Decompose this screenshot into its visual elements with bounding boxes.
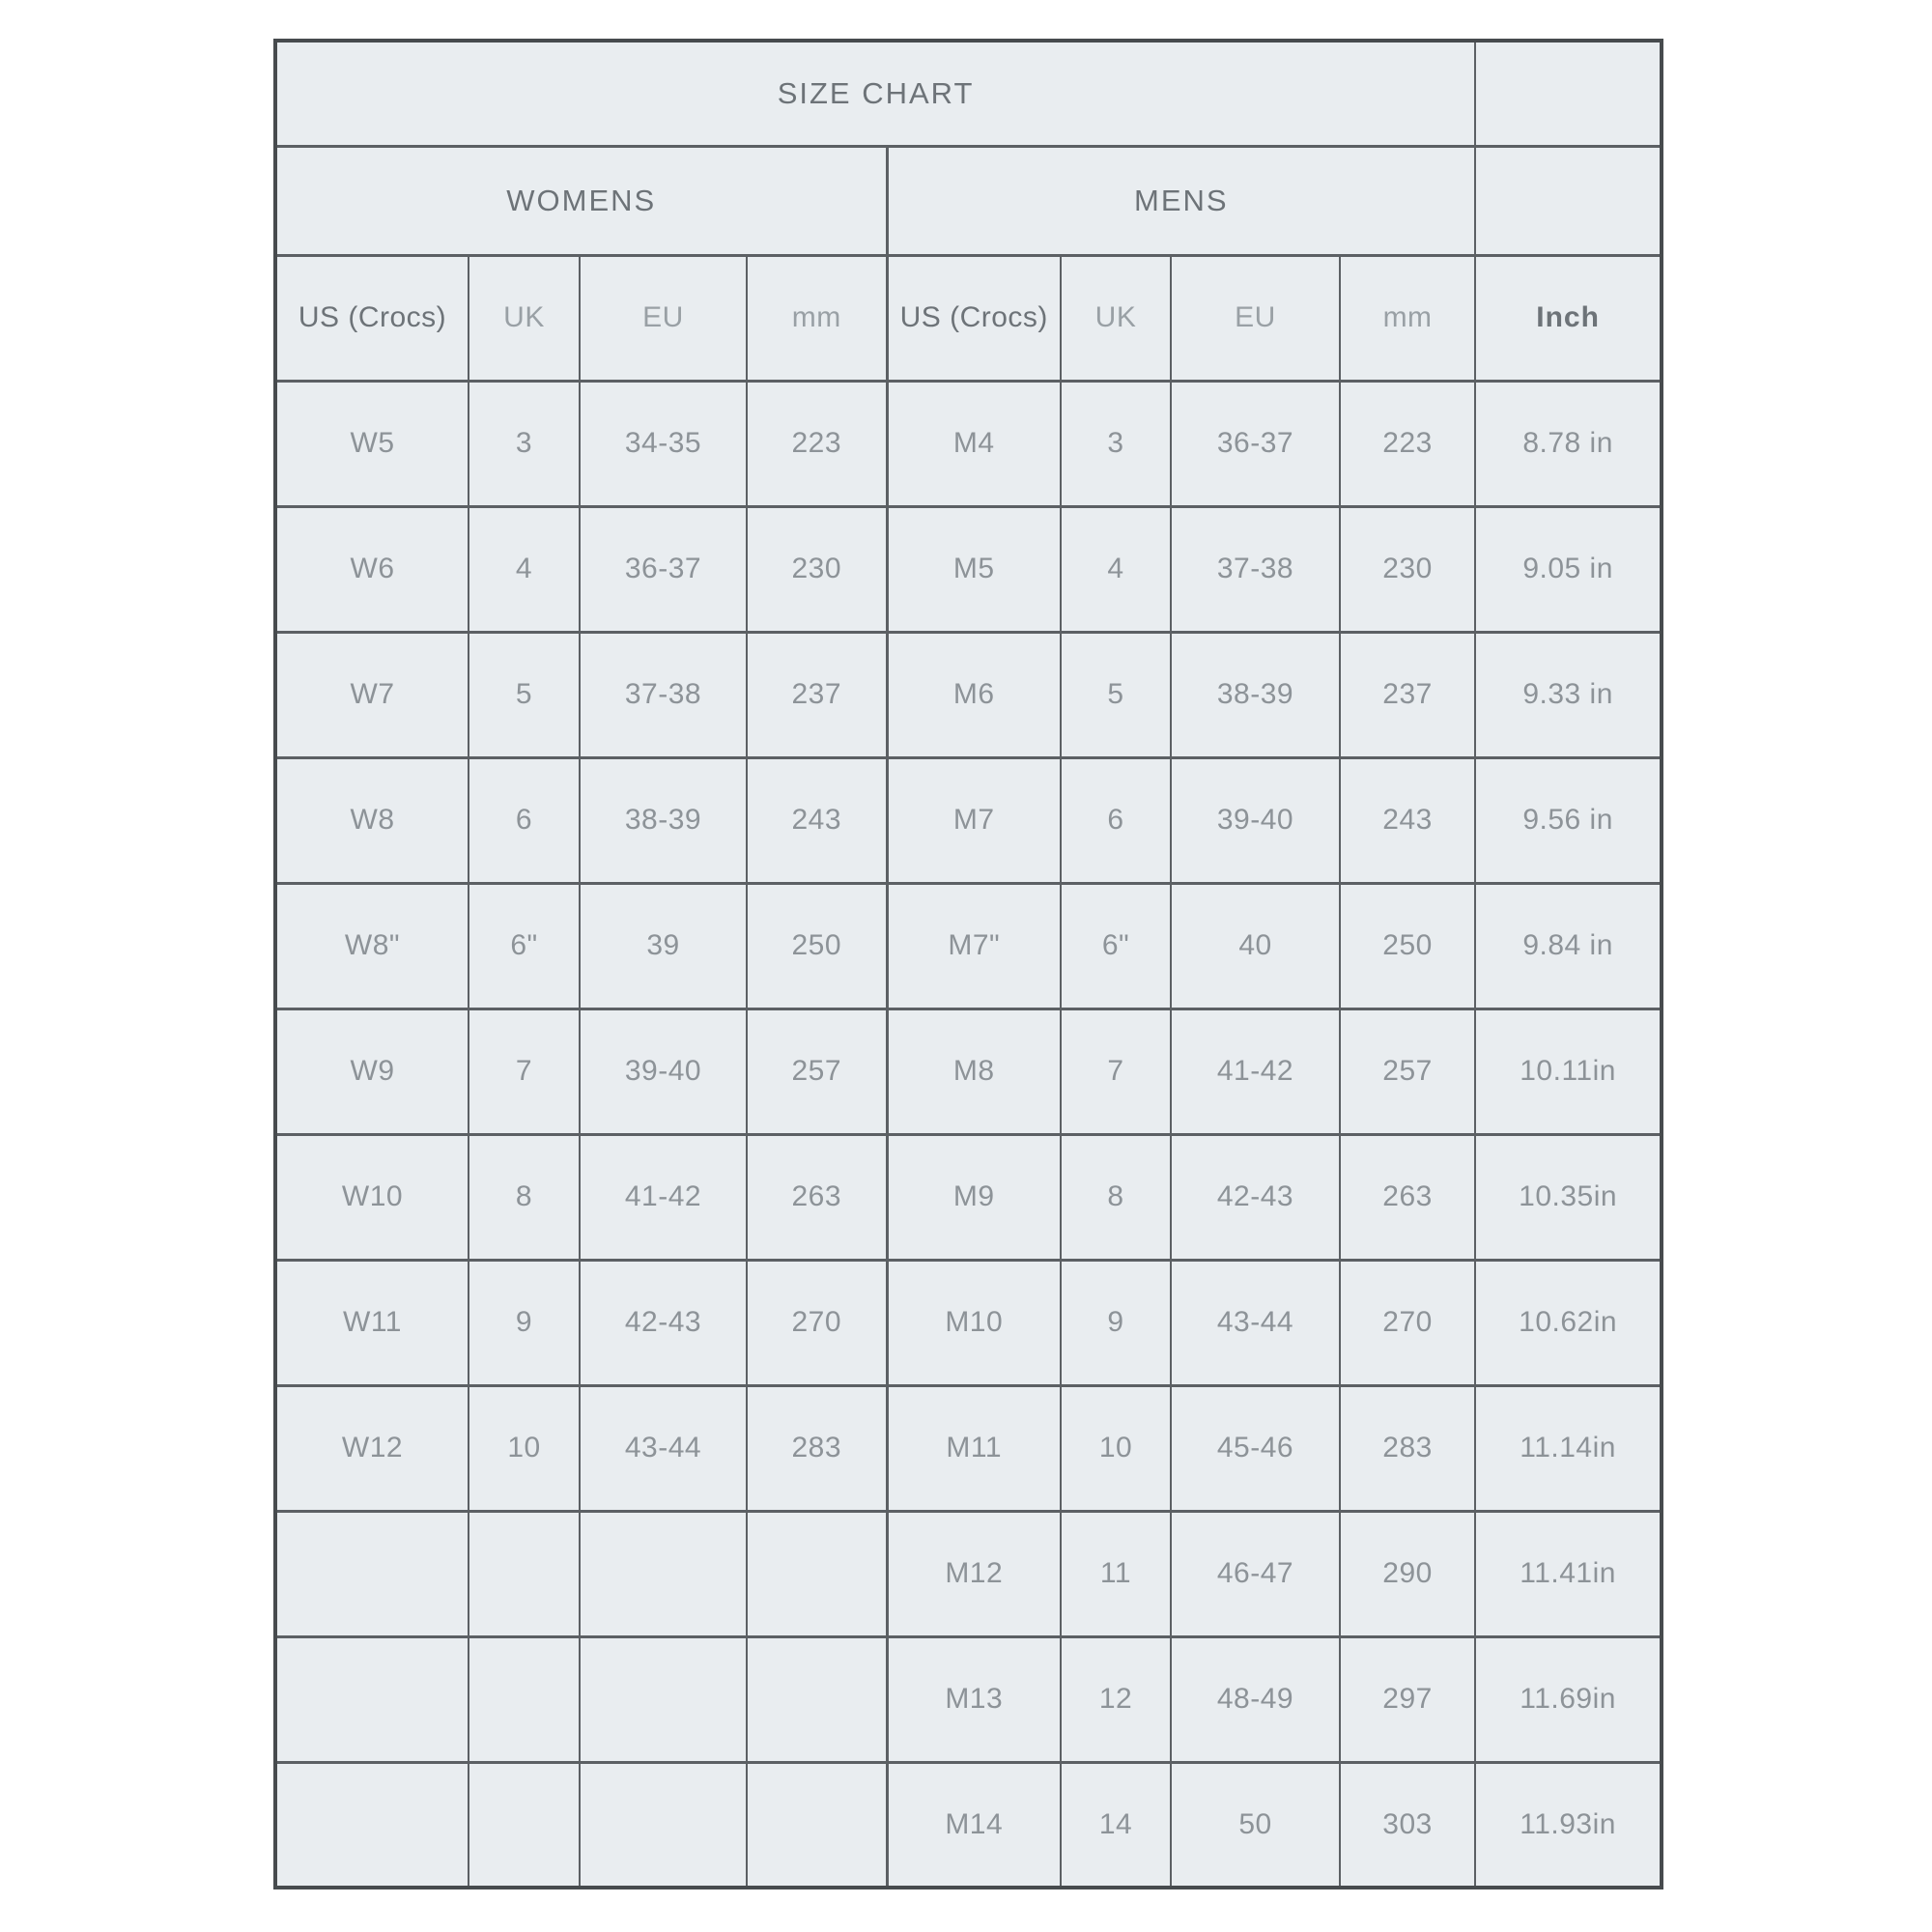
inch-cell: 11.93in	[1475, 1762, 1662, 1888]
inch-cell: 10.35in	[1475, 1134, 1662, 1260]
mens-eu-cell: 41-42	[1171, 1009, 1340, 1134]
womens-uk-cell: 4	[469, 506, 580, 632]
womens-uk-cell: 8	[469, 1134, 580, 1260]
mens-us-column-header: US (Crocs)	[887, 255, 1061, 381]
table-row	[275, 1636, 1662, 1762]
table-row	[275, 255, 1662, 381]
mens-mm-cell: 237	[1340, 632, 1475, 757]
inch-cell: 11.41in	[1475, 1511, 1662, 1636]
mens-us-cell: M7"	[887, 883, 1061, 1009]
table-row	[275, 1134, 1662, 1260]
inch-cell: 11.14in	[1475, 1385, 1662, 1511]
mens-uk-column-header: UK	[1061, 255, 1171, 381]
womens-uk-cell: 6	[469, 757, 580, 883]
womens-uk-cell	[469, 1762, 580, 1888]
womens-eu-cell: 39-40	[580, 1009, 747, 1134]
table-row	[275, 381, 1662, 506]
womens-mm-cell: 283	[747, 1385, 887, 1511]
mens-eu-column-header: EU	[1171, 255, 1340, 381]
mens-us-cell: M6	[887, 632, 1061, 757]
womens-eu-cell	[580, 1762, 747, 1888]
mens-uk-cell: 12	[1061, 1636, 1171, 1762]
womens-uk-cell	[469, 1636, 580, 1762]
mens-mm-cell: 283	[1340, 1385, 1475, 1511]
mens-eu-cell: 40	[1171, 883, 1340, 1009]
table-row	[275, 1009, 1662, 1134]
womens-us-cell: W8	[275, 757, 469, 883]
mens-mm-column-header: mm	[1340, 255, 1475, 381]
womens-mm-cell: 263	[747, 1134, 887, 1260]
womens-us-cell: W11	[275, 1260, 469, 1385]
mens-uk-cell: 11	[1061, 1511, 1171, 1636]
mens-section-header: MENS	[887, 146, 1475, 255]
womens-uk-cell: 10	[469, 1385, 580, 1511]
womens-us-cell: W5	[275, 381, 469, 506]
womens-us-cell: W7	[275, 632, 469, 757]
womens-section-header: WOMENS	[275, 146, 887, 255]
table-row	[275, 1385, 1662, 1511]
womens-uk-cell: 9	[469, 1260, 580, 1385]
womens-eu-cell: 43-44	[580, 1385, 747, 1511]
womens-eu-cell: 37-38	[580, 632, 747, 757]
mens-mm-cell: 230	[1340, 506, 1475, 632]
mens-mm-cell: 297	[1340, 1636, 1475, 1762]
womens-eu-cell	[580, 1636, 747, 1762]
womens-mm-cell: 243	[747, 757, 887, 883]
womens-eu-cell: 39	[580, 883, 747, 1009]
womens-mm-cell: 270	[747, 1260, 887, 1385]
womens-uk-cell: 3	[469, 381, 580, 506]
womens-mm-cell	[747, 1511, 887, 1636]
mens-mm-cell: 257	[1340, 1009, 1475, 1134]
womens-eu-column-header: EU	[580, 255, 747, 381]
mens-eu-cell: 43-44	[1171, 1260, 1340, 1385]
mens-us-cell: M12	[887, 1511, 1061, 1636]
inch-cell: 11.69in	[1475, 1636, 1662, 1762]
mens-us-cell: M8	[887, 1009, 1061, 1134]
womens-mm-cell: 223	[747, 381, 887, 506]
womens-us-cell: W6	[275, 506, 469, 632]
womens-mm-cell	[747, 1762, 887, 1888]
mens-mm-cell: 223	[1340, 381, 1475, 506]
inch-cell: 9.05 in	[1475, 506, 1662, 632]
mens-uk-cell: 3	[1061, 381, 1171, 506]
womens-uk-cell: 7	[469, 1009, 580, 1134]
inch-spacer-cell	[1475, 146, 1662, 255]
table-row	[275, 146, 1662, 255]
table-row	[275, 506, 1662, 632]
table-row	[275, 1260, 1662, 1385]
mens-uk-cell: 4	[1061, 506, 1171, 632]
inch-cell: 9.84 in	[1475, 883, 1662, 1009]
mens-us-cell: M9	[887, 1134, 1061, 1260]
womens-eu-cell: 41-42	[580, 1134, 747, 1260]
womens-mm-cell: 237	[747, 632, 887, 757]
womens-us-cell	[275, 1762, 469, 1888]
inch-spacer-cell	[1475, 41, 1662, 146]
table-row	[275, 632, 1662, 757]
mens-uk-cell: 10	[1061, 1385, 1171, 1511]
mens-uk-cell: 8	[1061, 1134, 1171, 1260]
mens-uk-cell: 14	[1061, 1762, 1171, 1888]
womens-eu-cell: 42-43	[580, 1260, 747, 1385]
inch-cell: 8.78 in	[1475, 381, 1662, 506]
womens-mm-cell: 257	[747, 1009, 887, 1134]
table-row	[275, 883, 1662, 1009]
mens-eu-cell: 46-47	[1171, 1511, 1340, 1636]
womens-eu-cell	[580, 1511, 747, 1636]
womens-uk-column-header: UK	[469, 255, 580, 381]
table-row	[275, 1762, 1662, 1888]
inch-cell: 9.56 in	[1475, 757, 1662, 883]
womens-uk-cell: 5	[469, 632, 580, 757]
mens-eu-cell: 38-39	[1171, 632, 1340, 757]
womens-mm-cell: 250	[747, 883, 887, 1009]
mens-eu-cell: 37-38	[1171, 506, 1340, 632]
mens-eu-cell: 42-43	[1171, 1134, 1340, 1260]
mens-us-cell: M11	[887, 1385, 1061, 1511]
womens-us-cell: W8"	[275, 883, 469, 1009]
mens-mm-cell: 270	[1340, 1260, 1475, 1385]
table-row	[275, 757, 1662, 883]
mens-mm-cell: 290	[1340, 1511, 1475, 1636]
page-title: SIZE CHART	[275, 41, 1475, 146]
mens-eu-cell: 45-46	[1171, 1385, 1340, 1511]
inch-cell: 10.11in	[1475, 1009, 1662, 1134]
mens-mm-cell: 263	[1340, 1134, 1475, 1260]
mens-mm-cell: 250	[1340, 883, 1475, 1009]
mens-uk-cell: 5	[1061, 632, 1171, 757]
womens-us-cell	[275, 1511, 469, 1636]
womens-us-cell: W12	[275, 1385, 469, 1511]
womens-mm-cell: 230	[747, 506, 887, 632]
mens-uk-cell: 6"	[1061, 883, 1171, 1009]
womens-mm-column-header: mm	[747, 255, 887, 381]
inch-column-header: Inch	[1475, 255, 1662, 381]
inch-cell: 10.62in	[1475, 1260, 1662, 1385]
mens-us-cell: M4	[887, 381, 1061, 506]
mens-us-cell: M13	[887, 1636, 1061, 1762]
inch-cell: 9.33 in	[1475, 632, 1662, 757]
womens-mm-cell	[747, 1636, 887, 1762]
womens-uk-cell	[469, 1511, 580, 1636]
mens-uk-cell: 6	[1061, 757, 1171, 883]
womens-eu-cell: 36-37	[580, 506, 747, 632]
mens-uk-cell: 7	[1061, 1009, 1171, 1134]
mens-mm-cell: 303	[1340, 1762, 1475, 1888]
table-row	[275, 41, 1662, 146]
table-row	[275, 1511, 1662, 1636]
mens-us-cell: M5	[887, 506, 1061, 632]
womens-eu-cell: 38-39	[580, 757, 747, 883]
mens-eu-cell: 36-37	[1171, 381, 1340, 506]
mens-eu-cell: 39-40	[1171, 757, 1340, 883]
size-chart-table	[273, 39, 1663, 1889]
mens-eu-cell: 48-49	[1171, 1636, 1340, 1762]
mens-us-cell: M7	[887, 757, 1061, 883]
mens-us-cell: M14	[887, 1762, 1061, 1888]
mens-eu-cell: 50	[1171, 1762, 1340, 1888]
womens-us-cell: W9	[275, 1009, 469, 1134]
womens-us-cell	[275, 1636, 469, 1762]
womens-us-column-header: US (Crocs)	[275, 255, 469, 381]
mens-us-cell: M10	[887, 1260, 1061, 1385]
womens-eu-cell: 34-35	[580, 381, 747, 506]
womens-uk-cell: 6"	[469, 883, 580, 1009]
mens-mm-cell: 243	[1340, 757, 1475, 883]
womens-us-cell: W10	[275, 1134, 469, 1260]
mens-uk-cell: 9	[1061, 1260, 1171, 1385]
